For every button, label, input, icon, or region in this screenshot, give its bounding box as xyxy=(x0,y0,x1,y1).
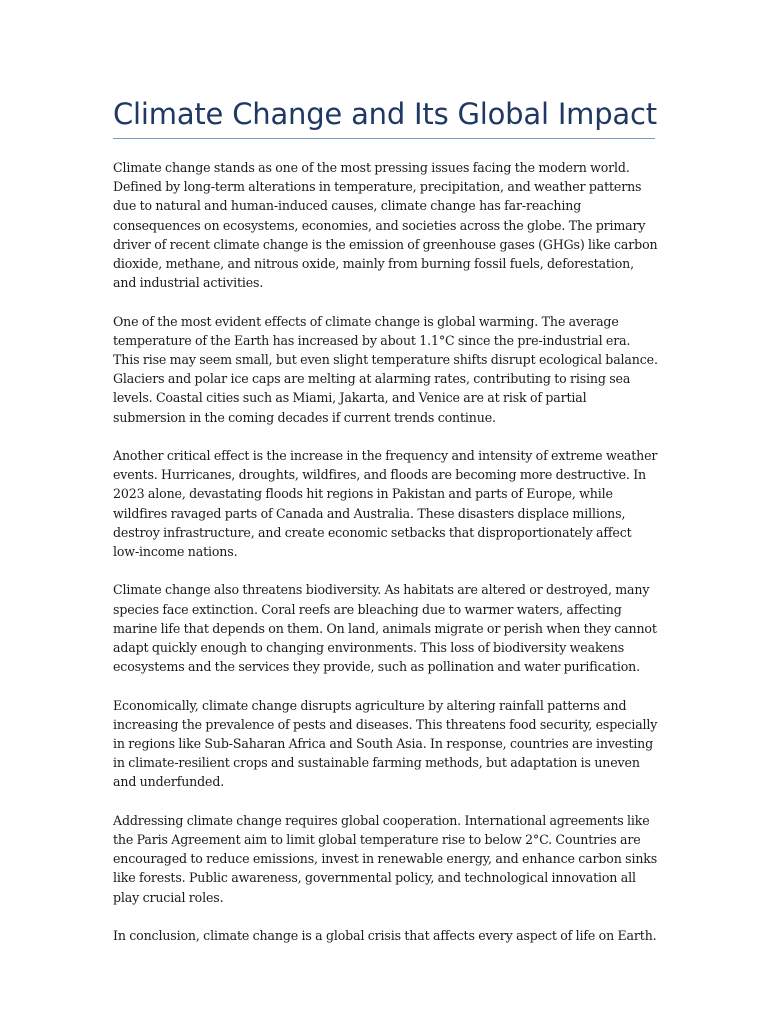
paragraph-conclusion: In conclusion, climate change is a global crisis that affects every aspect of life on Earth. xyxy=(113,928,657,944)
document-body xyxy=(113,158,658,945)
paragraph-intro: Climate change stands as one of the most pressing issues facing the modern world. Defined by long-term alterations in temperature, precipitation, and weather patterns due to natural and human-induced causes, climate change has far-reaching consequences on ecosystems, economies, and societies across the globe. The primary driver of recent climate change is the emission of greenhouse gases (GHGs) like carbon dioxide, methane, and nitrous oxide, mainly from burning fossil fuels, deforestation, and industrial activities. xyxy=(113,160,658,291)
paragraph-cooperation: Addressing climate change requires global cooperation. International agreements like the Paris Agreement aim to limit global temperature rise to below 2°C. Countries are encouraged to reduce emissions, invest in renewable energy, and enhance carbon sinks like forests. Public awareness, governmental policy, and technological innovation all play crucial roles. xyxy=(113,812,658,905)
paragraph-global-warming: One of the most evident effects of climate change is global warming. The average temperature of the Earth has increased by about 1.1°C since the pre-industrial era. This rise may seem small, but even slight temperature shifts disrupt ecological balance. Glaciers and polar ice caps are melting at alarming rates, contributing to rising sea levels. Coastal cities such as Miami, Jakarta, and Venice are at risk of partial submersion in the coming decades if current trends continue. xyxy=(113,313,658,425)
title-underline-divider xyxy=(113,138,655,139)
document-page xyxy=(113,0,658,964)
paragraph-extreme-weather: Another critical effect is the increase in the frequency and intensity of extreme weather events. Hurricanes, droughts, wildfires, and floods are becoming more destructive. In 2023 alone, devastating floods hit regions in Pakistan and parts of Europe, while wildfires ravaged parts of Canada and Australia. These disasters displace millions, destroy infrastructure, and create economic setbacks that disproportionately affect low-income nations. xyxy=(113,448,658,560)
paragraph-economics: Economically, climate change disrupts agriculture by altering rainfall patterns and increasing the prevalence of pests and diseases. This threatens food security, especially in regions like Sub-Saharan Africa and South Asia. In response, countries are investing in climate-resilient crops and sustainable farming methods, but adaptation is uneven and underfunded. xyxy=(113,697,658,790)
document-title: Climate Change and Its Global Impact xyxy=(113,97,657,131)
paragraph-biodiversity: Climate change also threatens biodiversity. As habitats are altered or destroyed, many species face extinction. Coral reefs are bleaching due to warmer waters, affecting marine life that depends on them. On land, animals migrate or perish when they cannot adapt quickly enough to changing environments. This loss of biodiversity weakens ecosystems and the services they provide, such as pollination and water purification. xyxy=(113,582,657,675)
